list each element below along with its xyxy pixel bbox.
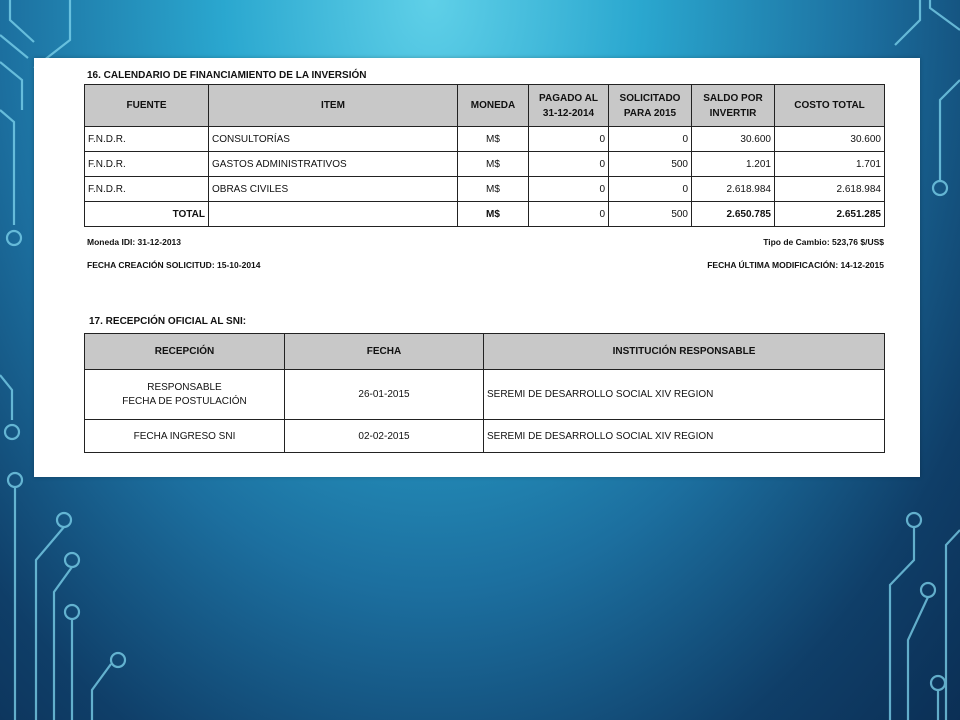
cell-moneda: M$ — [458, 177, 529, 202]
header-costo: COSTO TOTAL — [775, 85, 885, 127]
header-item: ITEM — [209, 85, 458, 127]
table-row — [85, 127, 885, 152]
header-fuente: FUENTE — [85, 85, 209, 127]
header-moneda: MONEDA — [458, 85, 529, 127]
fecha-creacion: FECHA CREACIÓN SOLICITUD: 15-10-2014 — [87, 260, 261, 270]
cell-fuente: F.N.D.R. — [85, 152, 209, 177]
header-pagado: PAGADO AL 31-12-2014 — [529, 85, 609, 127]
total-row — [85, 202, 885, 227]
cell-solicitado: 500 — [609, 152, 692, 177]
header-solicitado: SOLICITADO PARA 2015 — [609, 85, 692, 127]
cell-institucion: SEREMI DE DESARROLLO SOCIAL XIV REGION — [484, 370, 885, 420]
reception-table — [84, 333, 885, 453]
cell-pagado: 0 — [529, 152, 609, 177]
financing-table — [84, 84, 885, 227]
cell-item: GASTOS ADMINISTRATIVOS — [209, 152, 458, 177]
table-row — [85, 177, 885, 202]
cell-saldo: 2.618.984 — [692, 177, 775, 202]
cell-saldo: 1.201 — [692, 152, 775, 177]
cell-solicitado: 0 — [609, 177, 692, 202]
cell-costo: 30.600 — [775, 127, 885, 152]
total-costo: 2.651.285 — [775, 202, 885, 227]
table-row — [85, 420, 885, 453]
recepcion-line-2: FECHA DE POSTULACIÓN — [122, 395, 247, 407]
table-row — [85, 370, 885, 420]
total-pagado: 0 — [529, 202, 609, 227]
cell-fecha: 02-02-2015 — [285, 420, 484, 453]
header-saldo: SALDO POR INVERTIR — [692, 85, 775, 127]
cell-pagado: 0 — [529, 177, 609, 202]
header-fecha: FECHA — [285, 334, 484, 370]
cell-item: CONSULTORÍAS — [209, 127, 458, 152]
section-17-title: 17. RECEPCIÓN OFICIAL AL SNI: — [89, 316, 247, 327]
cell-moneda: M$ — [458, 152, 529, 177]
fecha-modificacion: FECHA ÚLTIMA MODIFICACIÓN: 14-12-2015 — [707, 260, 884, 270]
moneda-idi: Moneda IDI: 31-12-2013 — [87, 237, 182, 247]
cell-fuente: F.N.D.R. — [85, 127, 209, 152]
cell-costo: 1.701 — [775, 152, 885, 177]
total-solicitado: 500 — [609, 202, 692, 227]
cell-moneda: M$ — [458, 127, 529, 152]
cell-recepcion — [85, 370, 285, 420]
cell-fecha: 26-01-2015 — [285, 370, 484, 420]
total-item-empty — [209, 202, 458, 227]
cell-pagado: 0 — [529, 127, 609, 152]
document-page — [34, 58, 920, 477]
recepcion-line-1: RESPONSABLE — [147, 381, 222, 393]
cell-institucion: SEREMI DE DESARROLLO SOCIAL XIV REGION — [484, 420, 885, 453]
total-saldo: 2.650.785 — [692, 202, 775, 227]
header-institucion: INSTITUCIÓN RESPONSABLE — [484, 334, 885, 370]
table-row — [85, 152, 885, 177]
total-moneda: M$ — [458, 202, 529, 227]
cell-costo: 2.618.984 — [775, 177, 885, 202]
cell-solicitado: 0 — [609, 127, 692, 152]
section-16-title: 16. CALENDARIO DE FINANCIAMIENTO DE LA INVERSIÓN — [87, 70, 367, 81]
total-label: TOTAL — [85, 202, 209, 227]
cell-recepcion: FECHA INGRESO SNI — [85, 420, 285, 453]
tipo-cambio: Tipo de Cambio: 523,76 $/US$ — [763, 237, 884, 247]
cell-saldo: 30.600 — [692, 127, 775, 152]
cell-item: OBRAS CIVILES — [209, 177, 458, 202]
header-recepcion: RECEPCIÓN — [85, 334, 285, 370]
cell-fuente: F.N.D.R. — [85, 177, 209, 202]
